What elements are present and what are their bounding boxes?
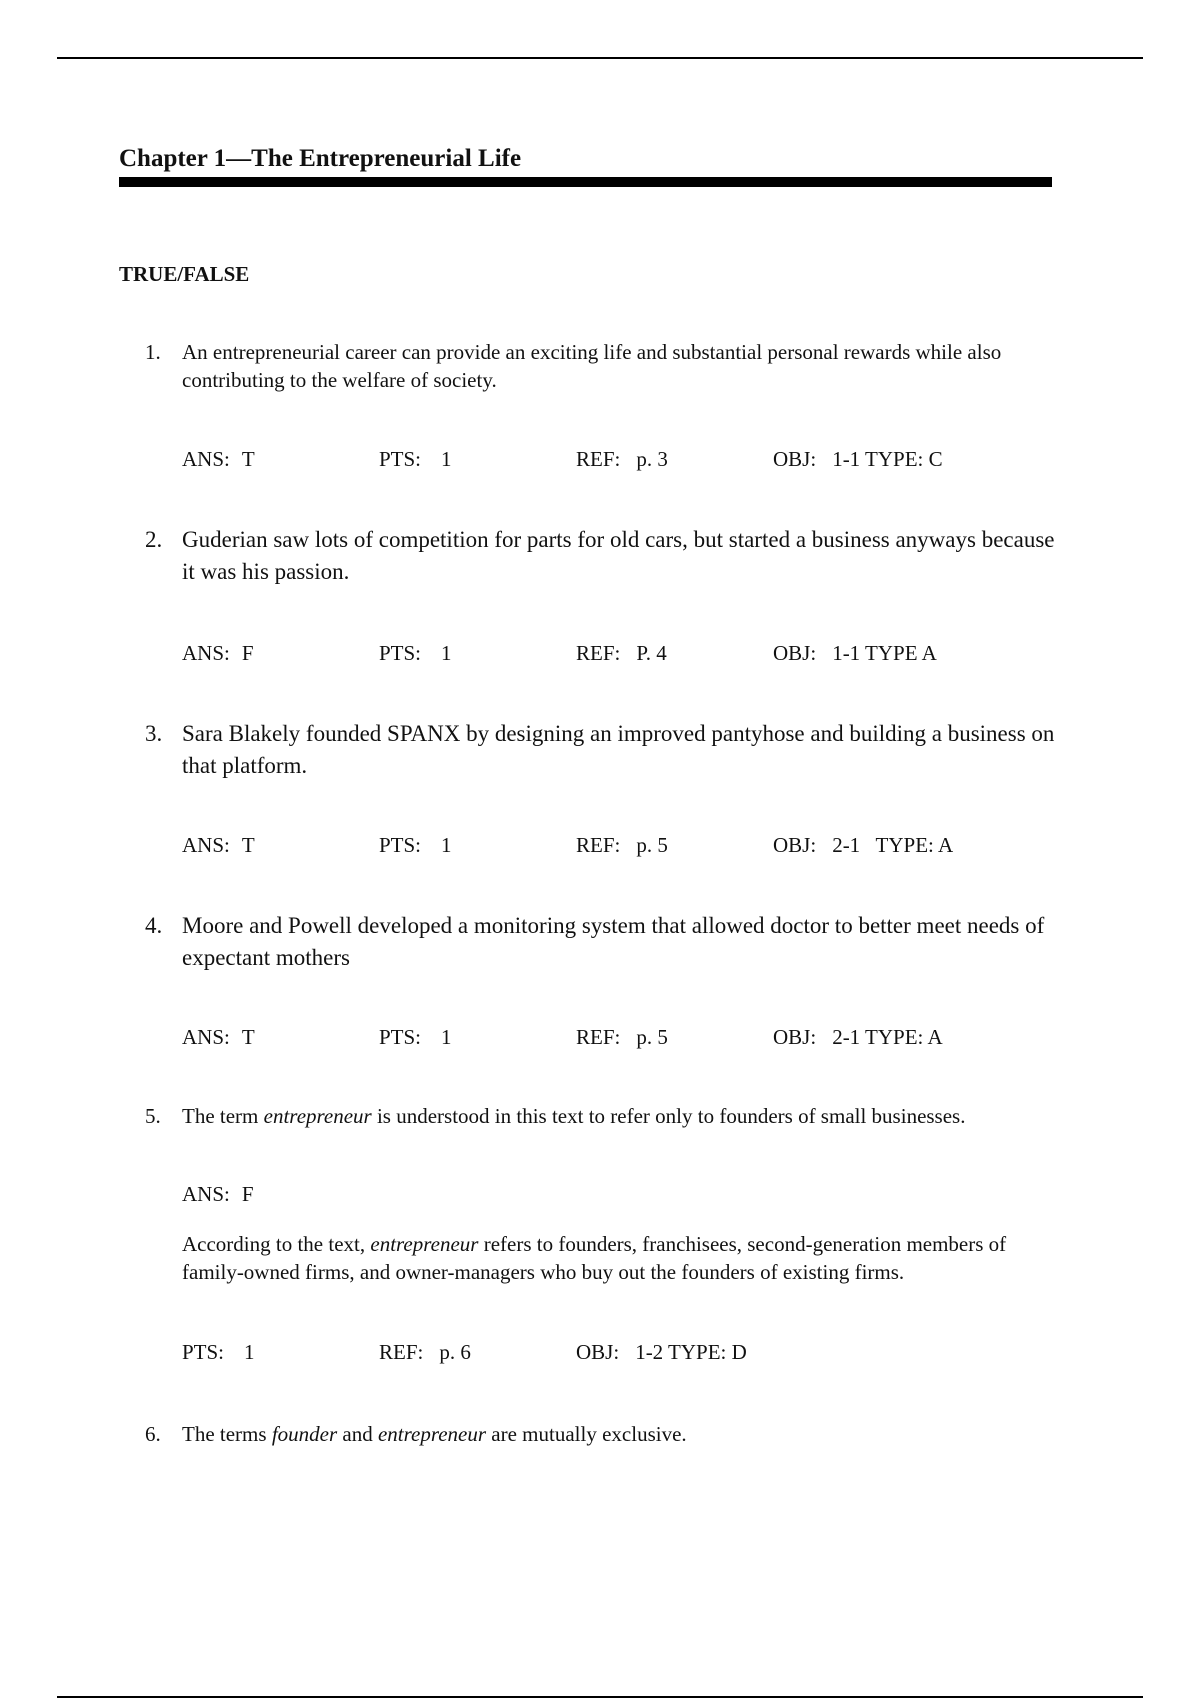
- objective-label: OBJ:: [773, 833, 817, 857]
- answer-value: T: [241, 833, 255, 857]
- answer-value: F: [241, 1182, 254, 1206]
- answer: [182, 1025, 255, 1050]
- reference-value: P. 4: [636, 641, 667, 665]
- objective-label: OBJ:: [773, 1025, 817, 1049]
- answer: [182, 641, 254, 666]
- question-text-emphasis: entrepreneur: [377, 1422, 487, 1446]
- points-label: PTS:: [379, 833, 422, 857]
- question-number: 4.: [145, 913, 163, 938]
- question-number: 6.: [145, 1422, 161, 1446]
- section-heading: TRUE/FALSE: [119, 262, 250, 286]
- objective-value: 2-1 TYPE: A: [832, 1025, 943, 1049]
- objective-value: 2-1 TYPE: A: [832, 833, 954, 857]
- question-text-part: is understood in this text to refer only to founders of small businesses.: [371, 1104, 966, 1128]
- objective-value: 1-2 TYPE: D: [635, 1340, 747, 1364]
- reference: [576, 447, 668, 472]
- bottom-rule: [57, 1696, 1143, 1698]
- question-text-part: and: [337, 1422, 378, 1446]
- points-value: 1: [441, 447, 452, 471]
- reference-value: p. 3: [636, 447, 668, 471]
- points: [182, 1340, 255, 1365]
- question-text-part: The term: [182, 1104, 264, 1128]
- explanation-part: refers to founders, franchisees, second-generation members of family-owned firms, and owner-managers who buy out the founders of existing firms.: [182, 1232, 1007, 1284]
- points: [379, 641, 452, 666]
- explanation-emphasis: entrepreneur: [370, 1232, 479, 1256]
- points-label: PTS:: [182, 1340, 225, 1364]
- answer-value: T: [241, 1025, 255, 1049]
- objective: [773, 833, 953, 858]
- answer-label: ANS:: [182, 447, 230, 471]
- question-text-emphasis: entrepreneur: [263, 1104, 372, 1128]
- question-text: An entrepreneurial career can provide an exciting life and substantial personal rewards while also contributing to the welfare of society.: [182, 340, 1002, 392]
- answer: [182, 1182, 254, 1207]
- answer-label: ANS:: [182, 1025, 230, 1049]
- objective-value: 1-1 TYPE A: [832, 641, 937, 665]
- question-number: 2.: [145, 527, 163, 552]
- question-number: 1.: [145, 340, 161, 364]
- answer: [182, 833, 255, 858]
- reference: [379, 1340, 471, 1365]
- top-rule: [57, 57, 1143, 59]
- answer: [182, 447, 255, 472]
- reference-label: REF:: [379, 1340, 424, 1364]
- question-text: [182, 1420, 1062, 1448]
- reference-value: p. 6: [439, 1340, 471, 1364]
- objective-label: OBJ:: [576, 1340, 620, 1364]
- objective: [576, 1340, 747, 1365]
- question-text-part: are mutually exclusive.: [486, 1422, 687, 1446]
- points: [379, 833, 452, 858]
- chapter-title-bar: [119, 177, 1052, 187]
- answer-value: F: [241, 641, 254, 665]
- points: [379, 447, 452, 472]
- reference-label: REF:: [576, 641, 621, 665]
- question-number: 5.: [145, 1104, 161, 1128]
- question-text-emphasis: founder: [271, 1422, 338, 1446]
- question-text: Guderian saw lots of competition for parts for old cars, but started a business anyways because it was his passion.: [182, 527, 1055, 584]
- reference-label: REF:: [576, 1025, 621, 1049]
- answer-value: T: [241, 447, 255, 471]
- question-text-part: The terms: [182, 1422, 272, 1446]
- question-number: 3.: [145, 721, 163, 746]
- reference-value: p. 5: [636, 833, 668, 857]
- question-text: Sara Blakely founded SPANX by designing an improved pantyhose and building a business on that platform.: [182, 721, 1055, 778]
- objective: [773, 447, 943, 472]
- points-value: 1: [441, 833, 452, 857]
- answer-label: ANS:: [182, 641, 230, 665]
- points-label: PTS:: [379, 447, 422, 471]
- reference: [576, 641, 667, 666]
- reference-value: p. 5: [636, 1025, 668, 1049]
- points-label: PTS:: [379, 1025, 422, 1049]
- chapter-title: Chapter 1—The Entrepreneurial Life: [119, 145, 522, 172]
- objective: [773, 641, 937, 666]
- objective-label: OBJ:: [773, 641, 817, 665]
- points-value: 1: [244, 1340, 255, 1364]
- explanation-part: According to the text,: [182, 1232, 371, 1256]
- reference: [576, 833, 668, 858]
- reference: [576, 1025, 668, 1050]
- reference-label: REF:: [576, 833, 621, 857]
- question-text: Moore and Powell developed a monitoring system that allowed doctor to better meet needs of expectant mothers: [182, 913, 1045, 970]
- points: [379, 1025, 452, 1050]
- objective-value: 1-1 TYPE: C: [832, 447, 943, 471]
- points-value: 1: [441, 641, 452, 665]
- objective-label: OBJ:: [773, 447, 817, 471]
- points-label: PTS:: [379, 641, 422, 665]
- points-value: 1: [441, 1025, 452, 1049]
- answer-label: ANS:: [182, 1182, 230, 1206]
- question-text: [182, 1102, 1062, 1130]
- answer-explanation: [182, 1230, 1062, 1286]
- objective: [773, 1025, 943, 1050]
- reference-label: REF:: [576, 447, 621, 471]
- answer-label: ANS:: [182, 833, 230, 857]
